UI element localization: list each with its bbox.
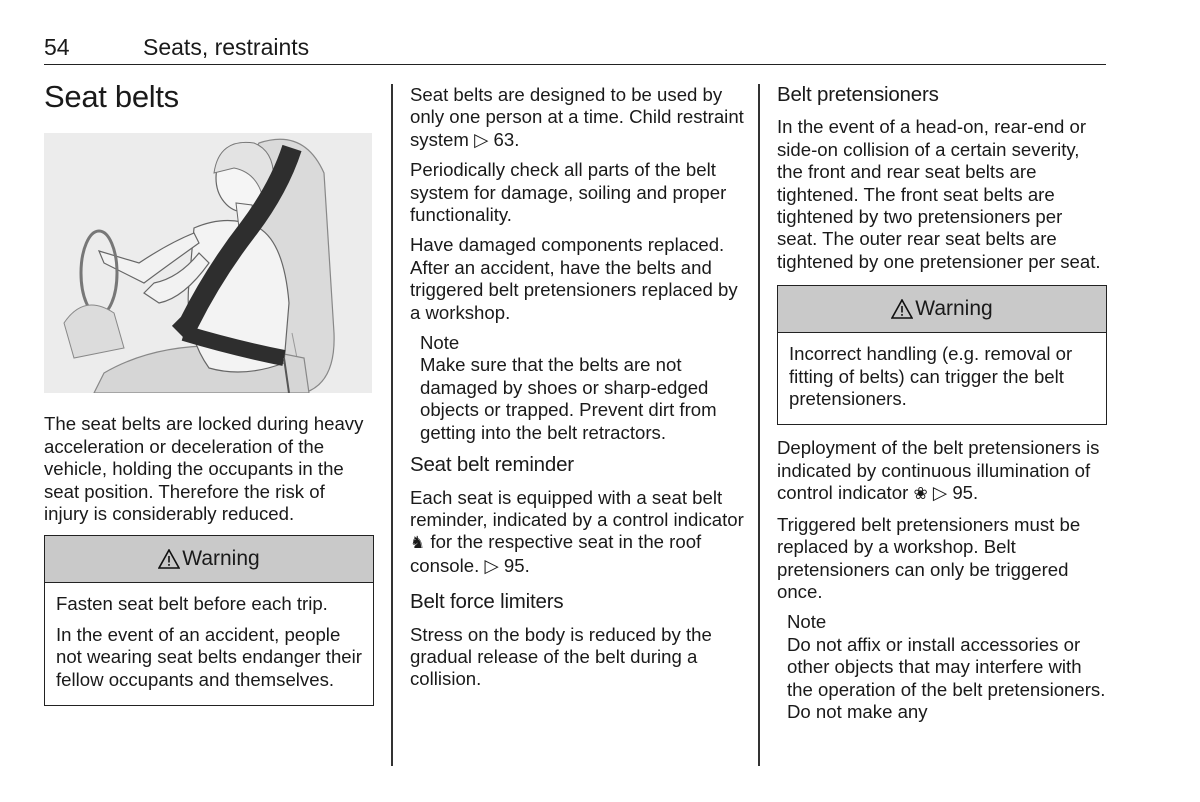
section-heading: Belt pretensioners — [777, 83, 939, 106]
airbag-indicator-icon: ❀ — [913, 484, 928, 504]
section-heading: Seat belt reminder — [410, 453, 574, 477]
ref-arrow-icon: ▷ — [932, 482, 948, 504]
seatbelt-reminder-icon: ♞ — [410, 533, 426, 553]
paragraph-text: Deployment of the belt pretensioners is indicated by continuous illumination of control indicator — [777, 437, 1100, 504]
paragraph — [410, 84, 745, 151]
intro-paragraph: The seat belts are locked during heavy acceleration or deceleration of the vehicle, holding the occupants in the seat position. Therefore the risk of injury is considerably reduced. — [44, 413, 364, 525]
paragraph: Periodically check all parts of the belt system for damage, soiling and proper functionality. — [410, 159, 727, 226]
warning-header — [778, 286, 1106, 333]
column-divider — [758, 84, 760, 766]
ref-arrow-icon: ▷ — [474, 128, 489, 150]
warning-text: Fasten seat belt before each trip. — [56, 593, 328, 615]
page-reference[interactable]: 95. — [503, 554, 530, 576]
paragraph-text: for the respective seat in the roof console. — [410, 531, 702, 576]
paragraph: Stress on the body is reduced by the gradual release of the belt during a collision. — [410, 623, 712, 690]
note-label: Note — [787, 611, 827, 633]
note-block — [410, 332, 745, 444]
page-reference[interactable]: 95. — [952, 482, 979, 504]
note-label: Note — [420, 332, 460, 354]
paragraph: Have damaged components replaced. After an accident, have the belts and triggered belt pretensioners replaced by a workshop. — [410, 234, 738, 323]
warning-box — [777, 285, 1107, 425]
warning-text: In the event of an accident, people not wearing seat belts endanger their fellow occupants and themselves. — [56, 623, 362, 690]
warning-header — [45, 536, 373, 583]
warning-triangle-icon — [891, 299, 913, 319]
page-header — [44, 34, 1106, 65]
warning-label: Warning — [915, 297, 993, 321]
seatbelt-illustration — [44, 133, 372, 393]
section-title: Seats, restraints — [143, 34, 310, 60]
driver-with-seatbelt-image — [44, 133, 372, 393]
paragraph: In the event of a head-on, rear-end or side-on collision of a certain severity, the front and rear seat belts are tightened. The front seat belts are tightened by two pretensioners per seat. The outer rear seat belts are tightened by one pretensioner per seat. — [777, 116, 1101, 272]
note-text: Make sure that the belts are not damaged by shoes or sharp-edged objects or trapped. Prevent dirt from getting into the belt retractors. — [420, 354, 717, 443]
paragraph — [777, 437, 1107, 505]
ref-arrow-icon: ▷ — [484, 554, 499, 576]
page-number: 54 — [44, 34, 70, 60]
warning-text: Incorrect handling (e.g. removal or fitting of belts) can trigger the belt pretensioners. — [789, 343, 1073, 410]
paragraph: Triggered belt pretensioners must be replaced by a workshop. Belt pretensioners can only be triggered once. — [777, 513, 1081, 602]
column-3 — [777, 84, 1107, 733]
warning-label: Warning — [182, 547, 260, 571]
note-text: Do not affix or install accessories or other objects that may interfere with the operation of the belt pretensioners. Do not make any — [787, 633, 1106, 722]
paragraph-text: Each seat is equipped with a seat belt reminder, indicated by a control indicator — [410, 486, 744, 530]
column-divider — [391, 84, 393, 766]
warning-box — [44, 535, 374, 706]
page-title: Seat belts — [44, 79, 179, 114]
paragraph — [410, 487, 745, 578]
column-1 — [44, 80, 374, 706]
warning-triangle-icon — [158, 549, 180, 569]
paragraph-text: Seat belts are designed to be used by only one person at a time. Child restraint system — [410, 84, 744, 150]
column-2 — [410, 84, 745, 699]
section-heading: Belt force limiters — [410, 590, 564, 614]
page-reference[interactable]: 63. — [493, 128, 520, 150]
note-block — [777, 611, 1107, 723]
